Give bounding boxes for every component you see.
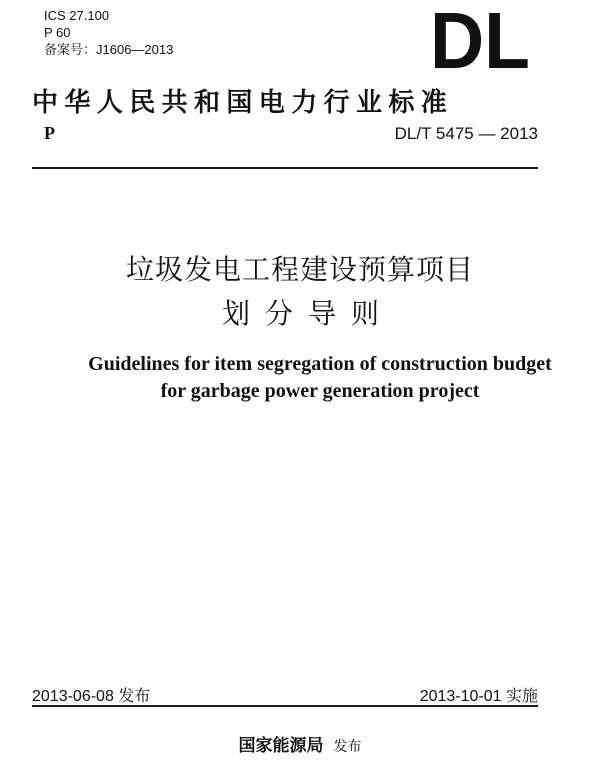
- title-cn-line2: 划分导则: [221, 297, 394, 330]
- issuer-name: 国家能源局: [238, 736, 324, 756]
- classification-codes: [44, 7, 173, 58]
- filing-number: 备案号：J1606—2013: [44, 42, 174, 57]
- issuer-line: [0, 731, 600, 756]
- title-en-line2: for garbage power generation project: [160, 380, 480, 402]
- ccs-code: P 60: [44, 25, 71, 40]
- ics-code: ICS 27.100: [44, 8, 110, 23]
- header-divider: [32, 167, 538, 169]
- issuer-action: 发布: [333, 739, 362, 755]
- publish-date: 2013-06-08 发布: [32, 688, 151, 705]
- title-en-line1: Guidelines for item segregation of construction budget: [88, 353, 552, 375]
- title-cn-line1: 垃圾发电工程建设预算项目: [125, 253, 474, 286]
- implement-date: 2013-10-01 实施: [419, 688, 538, 705]
- standard-number: DL/T 5475 — 2013: [394, 124, 538, 143]
- footer-divider: [32, 705, 538, 707]
- category-letter: P: [44, 123, 55, 143]
- dl-logo: [430, 6, 530, 72]
- dl-logo-text: DL: [430, 6, 530, 72]
- standard-type: 中华人民共和国电力行业标准: [32, 88, 454, 118]
